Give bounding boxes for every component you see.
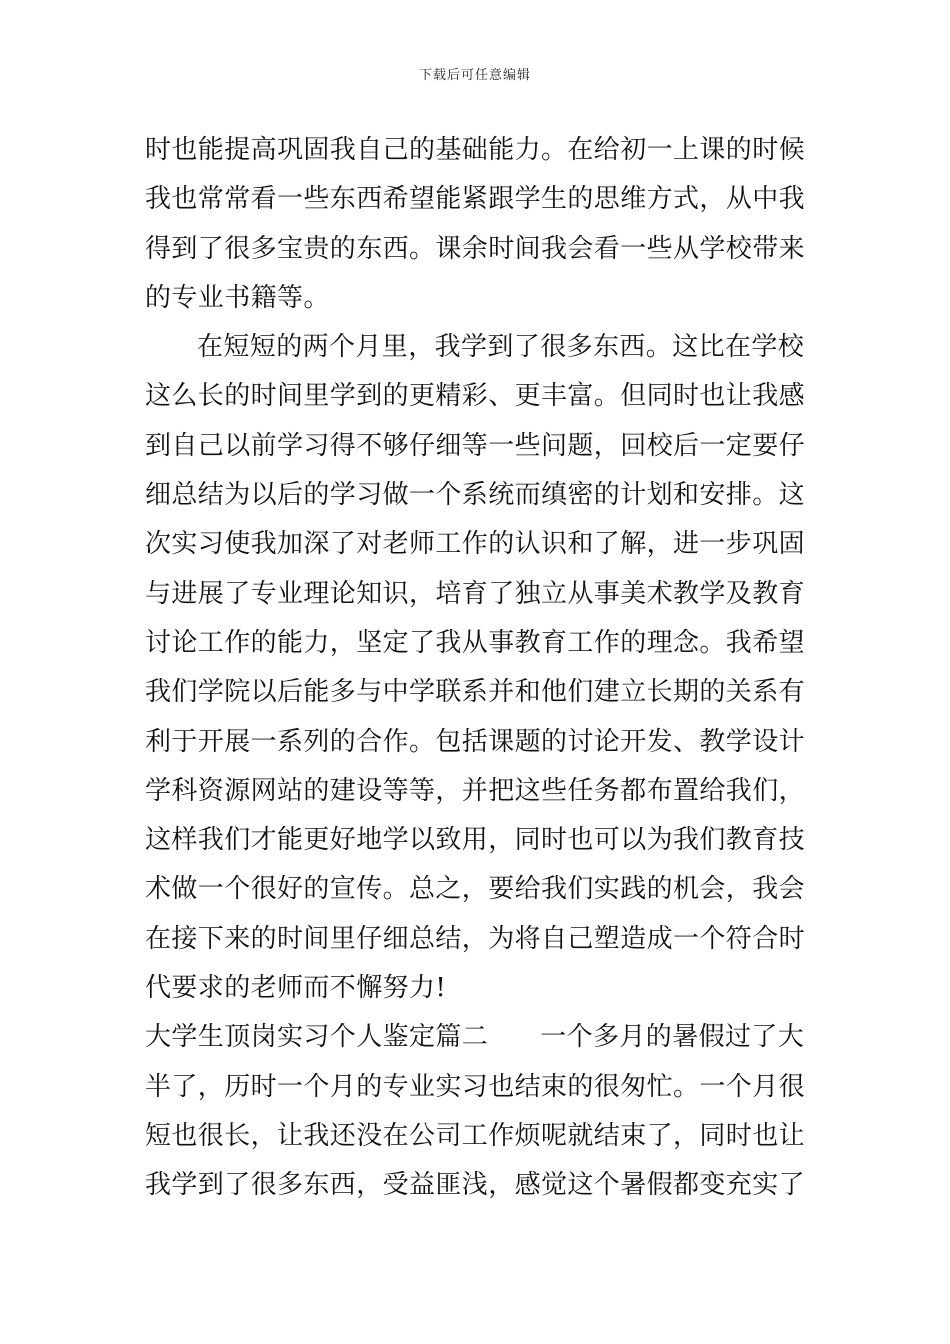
paragraph-line: 与进展了专业理论知识，培育了独立从事美术教学及教育	[145, 578, 806, 609]
paragraph-line: 到自己以前学习得不够仔细等一些问题，回校后一定要仔	[145, 430, 806, 461]
section-first-line: 一个多月的暑假过了大	[540, 1022, 805, 1053]
paragraph-line: 学科资源网站的建设等等，并把这些任务都布置给我们，	[145, 775, 806, 806]
paragraph-line: 次实习使我加深了对老师工作的认识和了解，进一步巩固	[145, 529, 806, 560]
paragraph-line: 的专业书籍等。	[145, 282, 330, 313]
document-body	[145, 126, 810, 1211]
paragraph-line: 半了，历时一个月的专业实习也结束的很匆忙。一个月很	[145, 1071, 806, 1102]
paragraph-line: 我学到了很多东西，受益匪浅，感觉这个暑假都变充实了	[145, 1170, 806, 1201]
paragraph-line: 讨论工作的能力，坚定了我从事教育工作的理念。我希望	[145, 627, 806, 658]
paragraph-line: 在接下来的时间里仔细总结，为将自己塑造成一个符合时	[145, 923, 806, 954]
paragraph-line: 时也能提高巩固我自己的基础能力。在给初一上课的时候	[145, 135, 806, 165]
paragraph-line: 这么长的时间里学到的更精彩、更丰富。但同时也让我感	[145, 381, 806, 412]
section-heading-line	[145, 1013, 810, 1062]
page-header: 下载后可任意编辑	[418, 68, 531, 83]
paragraph-line: 利于开展一系列的合作。包括课题的讨论开发、教学设计	[145, 726, 806, 757]
paragraph-line: 术做一个很好的宣传。总之，要给我们实践的机会，我会	[145, 874, 806, 905]
paragraph-line: 我们学院以后能多与中学联系并和他们建立长期的关系有	[145, 677, 806, 708]
section-title: 大学生顶岗实习个人鉴定篇二	[145, 1022, 489, 1053]
paragraph-line: 细总结为以后的学习做一个系统而缜密的计划和安排。这	[145, 480, 806, 511]
paragraph-line: 代要求的老师而不懈努力!	[145, 973, 447, 1004]
paragraph-line: 在短短的两个月里，我学到了很多东西。这比在学校	[197, 332, 805, 363]
paragraph-line: 短也很长，让我还没在公司工作烦呢就结束了，同时也让	[145, 1120, 806, 1151]
paragraph-line: 我也常常看一些东西希望能紧跟学生的思维方式，从中我	[145, 184, 806, 215]
paragraph-line: 得到了很多宝贵的东西。课余时间我会看一些从学校带来	[145, 233, 806, 264]
paragraph-line: 这样我们才能更好地学以致用，同时也可以为我们教育技	[145, 825, 806, 856]
